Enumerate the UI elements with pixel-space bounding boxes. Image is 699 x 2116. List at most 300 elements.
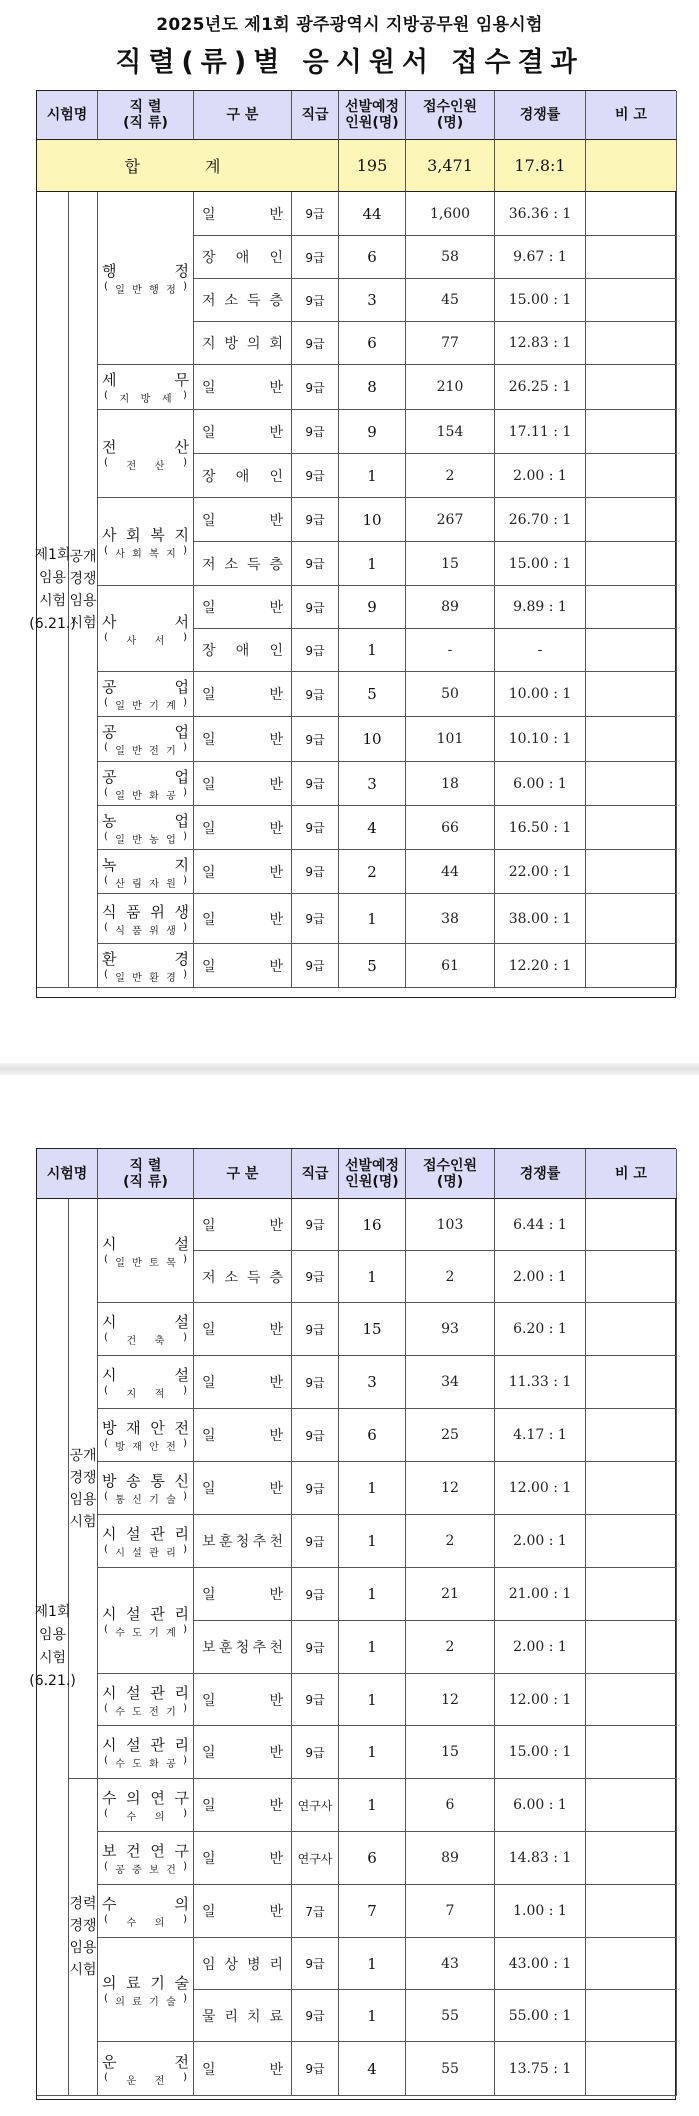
- series-name: 시 설 관 리: [102, 1604, 189, 1623]
- remarks-cell: [586, 1938, 677, 1990]
- ratio-cell: 55.00 : 1: [495, 1990, 586, 2042]
- remarks-cell: [586, 762, 677, 806]
- planned-cell: 44: [339, 192, 406, 236]
- applicants-cell: 77: [406, 322, 495, 365]
- series-name: 공 업: [102, 767, 189, 786]
- series-name: 공 업: [102, 678, 189, 696]
- grade-cell: 9급: [292, 1674, 339, 1726]
- ratio-cell: 12.20 : 1: [495, 944, 586, 988]
- series-subcategory: ( 일 반 기 계 ): [104, 697, 187, 712]
- grade-cell: 9급: [292, 322, 339, 365]
- ratio-cell: 13.75 : 1: [495, 2042, 586, 2096]
- remarks-cell: [586, 192, 677, 236]
- planned-cell: 1: [339, 454, 406, 498]
- series-cell: [98, 410, 194, 498]
- header-applicants: 접수인원 (명): [406, 91, 495, 140]
- ratio-cell: 17.11 : 1: [495, 410, 586, 454]
- division-cell: 일 반: [194, 1885, 292, 1938]
- planned-cell: 1: [339, 1674, 406, 1726]
- grade-cell: 9급: [292, 1515, 339, 1568]
- series-subcategory: ( 사 서 ): [104, 631, 187, 647]
- remarks-cell: [586, 1674, 677, 1726]
- applicants-cell: 38: [406, 894, 495, 944]
- planned-cell: 9: [339, 586, 406, 629]
- series-subcategory: ( 지 방 세 ): [104, 390, 187, 405]
- grade-cell: 9급: [292, 1251, 339, 1303]
- division-cell: 일 반: [194, 1199, 292, 1251]
- planned-cell: 1: [339, 1462, 406, 1515]
- remarks-cell: [586, 1251, 677, 1303]
- grade-cell: 9급: [292, 454, 339, 498]
- series-cell: [98, 806, 194, 850]
- applicants-cell: 55: [406, 1990, 495, 2042]
- grade-cell: 9급: [292, 1568, 339, 1621]
- exam-name-cell: 제1회 임용 시험 (6.21.): [37, 192, 69, 988]
- division-cell: 일 반: [194, 850, 292, 894]
- series-subcategory: ( 일 반 농 업 ): [104, 830, 187, 846]
- series-cell: [98, 498, 194, 586]
- applicants-cell: 43: [406, 1938, 495, 1990]
- grade-cell: 9급: [292, 410, 339, 454]
- planned-cell: 5: [339, 944, 406, 988]
- ratio-cell: 2.00 : 1: [495, 1515, 586, 1568]
- ratio-cell: 9.67 : 1: [495, 236, 586, 279]
- series-cell: [98, 762, 194, 806]
- applicants-cell: 44: [406, 850, 495, 894]
- division-cell: 일 반: [194, 1568, 292, 1621]
- division-cell: 일 반: [194, 672, 292, 717]
- series-name: 운 전: [102, 2052, 189, 2071]
- applicants-cell: 15: [406, 1726, 495, 1779]
- planned-cell: 2: [339, 850, 406, 894]
- division-cell: 지 방 의 회: [194, 322, 292, 365]
- remarks-cell: [586, 1885, 677, 1938]
- series-name: 행 정: [102, 262, 189, 280]
- series-subcategory: ( 일 반 전 기 ): [104, 742, 187, 757]
- applicants-cell: 45: [406, 279, 495, 322]
- division-cell: 장 애 인: [194, 454, 292, 498]
- series-cell: [98, 1726, 194, 1779]
- applicants-cell: 50: [406, 672, 495, 717]
- ratio-cell: 2.00 : 1: [495, 1251, 586, 1303]
- exam-name-cell: 제1회 임용 시험 (6.21.): [37, 1199, 69, 2096]
- series-cell: [98, 1885, 194, 1938]
- division-cell: 보 훈 청 추 천: [194, 1621, 292, 1674]
- planned-cell: 4: [339, 2042, 406, 2096]
- remarks-cell: [586, 1621, 677, 1674]
- grade-cell: 9급: [292, 850, 339, 894]
- series-cell: [98, 192, 194, 365]
- series-name: 농 업: [102, 811, 189, 830]
- ratio-cell: 43.00 : 1: [495, 1938, 586, 1990]
- remarks-cell: [586, 894, 677, 944]
- series-subcategory: ( 일 반 토 목 ): [104, 1253, 187, 1269]
- planned-cell: 15: [339, 1303, 406, 1356]
- grade-cell: 연구사: [292, 1779, 339, 1832]
- series-name: 환 경: [102, 949, 189, 968]
- series-subcategory: ( 수 도 전 기 ): [104, 1702, 187, 1718]
- applicants-cell: 34: [406, 1356, 495, 1409]
- division-cell: 일 반: [194, 894, 292, 944]
- grade-cell: 7급: [292, 1885, 339, 1938]
- grade-cell: 9급: [292, 1303, 339, 1356]
- header-grade: 직급: [292, 1149, 339, 1199]
- planned-cell: 6: [339, 236, 406, 279]
- exam-type-cell: 공개 경쟁 임용 시험: [69, 192, 98, 988]
- series-cell: [98, 1515, 194, 1568]
- grade-cell: 9급: [292, 762, 339, 806]
- series-subcategory: ( 통 신 기 술 ): [104, 1491, 187, 1506]
- remarks-cell: [586, 454, 677, 498]
- grade-cell: 연구사: [292, 1832, 339, 1885]
- ratio-cell: 1.00 : 1: [495, 1885, 586, 1938]
- series-subcategory: ( 운 전 ): [104, 2071, 187, 2087]
- planned-cell: 1: [339, 629, 406, 672]
- division-cell: 일 반: [194, 806, 292, 850]
- applicants-cell: -: [406, 629, 495, 672]
- header-grade: 직급: [292, 91, 339, 140]
- remarks-cell: [586, 1462, 677, 1515]
- grade-cell: 9급: [292, 236, 339, 279]
- series-cell: [98, 1938, 194, 2042]
- remarks-cell: [586, 717, 677, 762]
- series-cell: [98, 717, 194, 762]
- planned-cell: 1: [339, 1568, 406, 1621]
- grade-cell: 9급: [292, 1621, 339, 1674]
- grade-cell: 9급: [292, 1409, 339, 1462]
- grade-cell: 9급: [292, 365, 339, 410]
- series-name: 수 의 연 구: [102, 1789, 189, 1807]
- series-subcategory: ( 사 회 복 지 ): [104, 544, 187, 560]
- ratio-cell: -: [495, 629, 586, 672]
- applicants-cell: 58: [406, 236, 495, 279]
- planned-cell: 9: [339, 410, 406, 454]
- ratio-cell: 26.70 : 1: [495, 498, 586, 542]
- series-name: 세 무: [102, 371, 189, 389]
- division-cell: 일 반: [194, 717, 292, 762]
- grade-cell: 9급: [292, 894, 339, 944]
- series-subcategory: ( 시 설 관 리 ): [104, 1544, 187, 1559]
- series-name: 의 료 기 술: [102, 1973, 189, 1992]
- series-cell: [98, 1568, 194, 1674]
- ratio-cell: 6.20 : 1: [495, 1303, 586, 1356]
- header-exam-name: 시험명: [37, 91, 98, 140]
- division-cell: 물 리 치 료: [194, 1990, 292, 2042]
- header-division: 구 분: [194, 91, 292, 140]
- remarks-cell: [586, 2042, 677, 2096]
- division-cell: 일 반: [194, 1832, 292, 1885]
- series-cell: [98, 365, 194, 410]
- grade-cell: 9급: [292, 1199, 339, 1251]
- series-name: 보 건 연 구: [102, 1842, 189, 1860]
- applicants-cell: 25: [406, 1409, 495, 1462]
- series-cell: [98, 850, 194, 894]
- remarks-cell: [586, 542, 677, 586]
- grade-cell: 9급: [292, 1726, 339, 1779]
- ratio-cell: 15.00 : 1: [495, 279, 586, 322]
- applicants-cell: 2: [406, 454, 495, 498]
- header-division: 구 분: [194, 1149, 292, 1199]
- applicants-cell: 12: [406, 1462, 495, 1515]
- applicants-cell: 2: [406, 1621, 495, 1674]
- remarks-cell: [586, 586, 677, 629]
- applicants-cell: 154: [406, 410, 495, 454]
- ratio-cell: 36.36 : 1: [495, 192, 586, 236]
- applicants-cell: 89: [406, 586, 495, 629]
- series-subcategory: ( 전 산 ): [104, 456, 187, 472]
- division-cell: 장 애 인: [194, 629, 292, 672]
- header-series: 직 렬 (직 류): [98, 1149, 194, 1199]
- applicants-cell: 2: [406, 1251, 495, 1303]
- planned-cell: 1: [339, 542, 406, 586]
- header-remarks: 비 고: [586, 1149, 677, 1199]
- grade-cell: 9급: [292, 1356, 339, 1409]
- division-cell: 저 소 득 층: [194, 542, 292, 586]
- planned-cell: 16: [339, 1199, 406, 1251]
- series-cell: [98, 672, 194, 717]
- planned-cell: 6: [339, 1832, 406, 1885]
- division-cell: 저 소 득 층: [194, 279, 292, 322]
- division-cell: 일 반: [194, 498, 292, 542]
- division-cell: 임 상 병 리: [194, 1938, 292, 1990]
- series-subcategory: ( 식 품 위 생 ): [104, 921, 187, 937]
- remarks-cell: [586, 629, 677, 672]
- series-subcategory: ( 수 도 기 계 ): [104, 1623, 187, 1639]
- remarks-cell: [586, 322, 677, 365]
- division-cell: 일 반: [194, 1674, 292, 1726]
- total-remarks: [586, 140, 677, 192]
- applicants-cell: 15: [406, 542, 495, 586]
- planned-cell: 10: [339, 717, 406, 762]
- grade-cell: 9급: [292, 672, 339, 717]
- remarks-cell: [586, 1990, 677, 2042]
- ratio-cell: 14.83 : 1: [495, 1832, 586, 1885]
- series-subcategory: ( 일 반 환 경 ): [104, 968, 187, 984]
- remarks-cell: [586, 1199, 677, 1251]
- header-ratio: 경쟁률: [495, 91, 586, 140]
- remarks-cell: [586, 410, 677, 454]
- ratio-cell: 6.44 : 1: [495, 1199, 586, 1251]
- series-cell: [98, 1462, 194, 1515]
- series-subcategory: ( 방 재 안 전 ): [104, 1438, 187, 1453]
- grade-cell: 9급: [292, 279, 339, 322]
- grade-cell: 9급: [292, 1938, 339, 1990]
- series-name: 시 설: [102, 1313, 189, 1331]
- series-name: 시 설 관 리: [102, 1683, 189, 1702]
- series-name: 수 의: [102, 1895, 189, 1913]
- series-subcategory: ( 지 적 ): [104, 1385, 187, 1400]
- division-cell: 저 소 득 층: [194, 1251, 292, 1303]
- remarks-cell: [586, 498, 677, 542]
- remarks-cell: [586, 1356, 677, 1409]
- applicants-cell: 103: [406, 1199, 495, 1251]
- division-cell: 일 반: [194, 1726, 292, 1779]
- series-cell: [98, 2042, 194, 2096]
- planned-cell: 1: [339, 1251, 406, 1303]
- header-planned: 선발예정 인원(명): [339, 1149, 406, 1199]
- series-cell: [98, 1674, 194, 1726]
- applicants-cell: 21: [406, 1568, 495, 1621]
- division-cell: 일 반: [194, 1462, 292, 1515]
- ratio-cell: 4.17 : 1: [495, 1409, 586, 1462]
- planned-cell: 1: [339, 1726, 406, 1779]
- division-cell: 일 반: [194, 1409, 292, 1462]
- remarks-cell: [586, 1303, 677, 1356]
- series-name: 시 설 관 리: [102, 1736, 189, 1754]
- ratio-cell: 38.00 : 1: [495, 894, 586, 944]
- series-cell: [98, 1303, 194, 1356]
- planned-cell: 1: [339, 1779, 406, 1832]
- grade-cell: 9급: [292, 1462, 339, 1515]
- ratio-cell: 2.00 : 1: [495, 1621, 586, 1674]
- remarks-cell: [586, 850, 677, 894]
- page-separator: [0, 1063, 699, 1075]
- series-name: 전 산: [102, 437, 189, 456]
- series-subcategory: ( 수 도 화 공 ): [104, 1755, 187, 1770]
- remarks-cell: [586, 1726, 677, 1779]
- planned-cell: 4: [339, 806, 406, 850]
- series-name: 시 설: [102, 1366, 189, 1384]
- planned-cell: 1: [339, 1938, 406, 1990]
- series-name: 시 설 관 리: [102, 1525, 189, 1543]
- remarks-cell: [586, 236, 677, 279]
- planned-cell: 3: [339, 762, 406, 806]
- division-cell: 일 반: [194, 586, 292, 629]
- division-cell: 일 반: [194, 1779, 292, 1832]
- planned-cell: 3: [339, 1356, 406, 1409]
- header-ratio: 경쟁률: [495, 1149, 586, 1199]
- grade-cell: 9급: [292, 944, 339, 988]
- series-name: 방 재 안 전: [102, 1419, 189, 1437]
- series-name: 녹 지: [102, 855, 189, 874]
- planned-cell: 7: [339, 1885, 406, 1938]
- results-table-page1: [29, 90, 676, 998]
- remarks-cell: [586, 1779, 677, 1832]
- series-subcategory: ( 의 료 기 술 ): [104, 1992, 187, 2008]
- ratio-cell: 12.00 : 1: [495, 1462, 586, 1515]
- ratio-cell: 11.33 : 1: [495, 1356, 586, 1409]
- division-cell: 일 반: [194, 944, 292, 988]
- grade-cell: 9급: [292, 542, 339, 586]
- planned-cell: 3: [339, 279, 406, 322]
- ratio-cell: 10.10 : 1: [495, 717, 586, 762]
- exam-type-cell: 공개 경쟁 임용 시험: [69, 1199, 98, 1779]
- document-title: 2025년도 제1회 광주광역시 지방공무원 임용시험: [156, 15, 543, 35]
- division-cell: 장 애 인: [194, 236, 292, 279]
- ratio-cell: 9.89 : 1: [495, 586, 586, 629]
- remarks-cell: [586, 1568, 677, 1621]
- series-cell: [98, 944, 194, 988]
- applicants-cell: 66: [406, 806, 495, 850]
- series-subcategory: ( 건 축 ): [104, 1332, 187, 1347]
- series-subcategory: ( 산 림 자 원 ): [104, 874, 187, 890]
- remarks-cell: [586, 279, 677, 322]
- applicants-cell: 12: [406, 1674, 495, 1726]
- ratio-cell: 6.00 : 1: [495, 762, 586, 806]
- series-cell: [98, 586, 194, 672]
- division-cell: 일 반: [194, 762, 292, 806]
- remarks-cell: [586, 1409, 677, 1462]
- ratio-cell: 6.00 : 1: [495, 1779, 586, 1832]
- ratio-cell: 15.00 : 1: [495, 1726, 586, 1779]
- series-subcategory: ( 수 의 ): [104, 1808, 187, 1823]
- applicants-cell: 18: [406, 762, 495, 806]
- planned-cell: 6: [339, 322, 406, 365]
- header-remarks: 비 고: [586, 91, 677, 140]
- planned-cell: 1: [339, 1515, 406, 1568]
- division-cell: 일 반: [194, 1356, 292, 1409]
- planned-cell: 6: [339, 1409, 406, 1462]
- ratio-cell: 21.00 : 1: [495, 1568, 586, 1621]
- series-name: 식 품 위 생: [102, 902, 189, 921]
- ratio-cell: 12.83 : 1: [495, 322, 586, 365]
- remarks-cell: [586, 365, 677, 410]
- results-table-page2: [29, 1148, 676, 2100]
- applicants-cell: 6: [406, 1779, 495, 1832]
- grade-cell: 9급: [292, 717, 339, 762]
- applicants-cell: 61: [406, 944, 495, 988]
- total-label: 합 계: [37, 140, 339, 192]
- total-applicants: 3,471: [406, 140, 495, 192]
- applicants-cell: 210: [406, 365, 495, 410]
- planned-cell: 1: [339, 894, 406, 944]
- header-applicants: 접수인원 (명): [406, 1149, 495, 1199]
- division-cell: 보 훈 청 추 천: [194, 1515, 292, 1568]
- division-cell: 일 반: [194, 365, 292, 410]
- division-cell: 일 반: [194, 1303, 292, 1356]
- series-name: 사 서: [102, 612, 189, 631]
- division-cell: 일 반: [194, 2042, 292, 2096]
- series-name: 공 업: [102, 723, 189, 741]
- series-name: 사 회 복 지: [102, 525, 189, 544]
- grade-cell: 9급: [292, 498, 339, 542]
- grade-cell: 9급: [292, 192, 339, 236]
- planned-cell: 5: [339, 672, 406, 717]
- applicants-cell: 267: [406, 498, 495, 542]
- applicants-cell: 55: [406, 2042, 495, 2096]
- header-series: 직 렬 (직 류): [98, 91, 194, 140]
- division-cell: 일 반: [194, 192, 292, 236]
- planned-cell: 8: [339, 365, 406, 410]
- planned-cell: 1: [339, 1621, 406, 1674]
- series-cell: [98, 1199, 194, 1303]
- ratio-cell: 10.00 : 1: [495, 672, 586, 717]
- series-cell: [98, 894, 194, 944]
- grade-cell: 9급: [292, 629, 339, 672]
- remarks-cell: [586, 672, 677, 717]
- ratio-cell: 16.50 : 1: [495, 806, 586, 850]
- document-subtitle: 직렬(류)별 응시원서 접수결과: [115, 47, 584, 78]
- grade-cell: 9급: [292, 1990, 339, 2042]
- ratio-cell: 26.25 : 1: [495, 365, 586, 410]
- series-name: 시 설: [102, 1234, 189, 1253]
- series-cell: [98, 1832, 194, 1885]
- applicants-cell: 7: [406, 1885, 495, 1938]
- ratio-cell: 12.00 : 1: [495, 1674, 586, 1726]
- applicants-cell: 89: [406, 1832, 495, 1885]
- remarks-cell: [586, 806, 677, 850]
- applicants-cell: 93: [406, 1303, 495, 1356]
- total-ratio: 17.8:1: [495, 140, 586, 192]
- series-subcategory: ( 일 반 화 공 ): [104, 786, 187, 802]
- ratio-cell: 2.00 : 1: [495, 454, 586, 498]
- remarks-cell: [586, 1832, 677, 1885]
- total-planned: 195: [339, 140, 406, 192]
- applicants-cell: 2: [406, 1515, 495, 1568]
- ratio-cell: 15.00 : 1: [495, 542, 586, 586]
- applicants-cell: 1,600: [406, 192, 495, 236]
- series-cell: [98, 1779, 194, 1832]
